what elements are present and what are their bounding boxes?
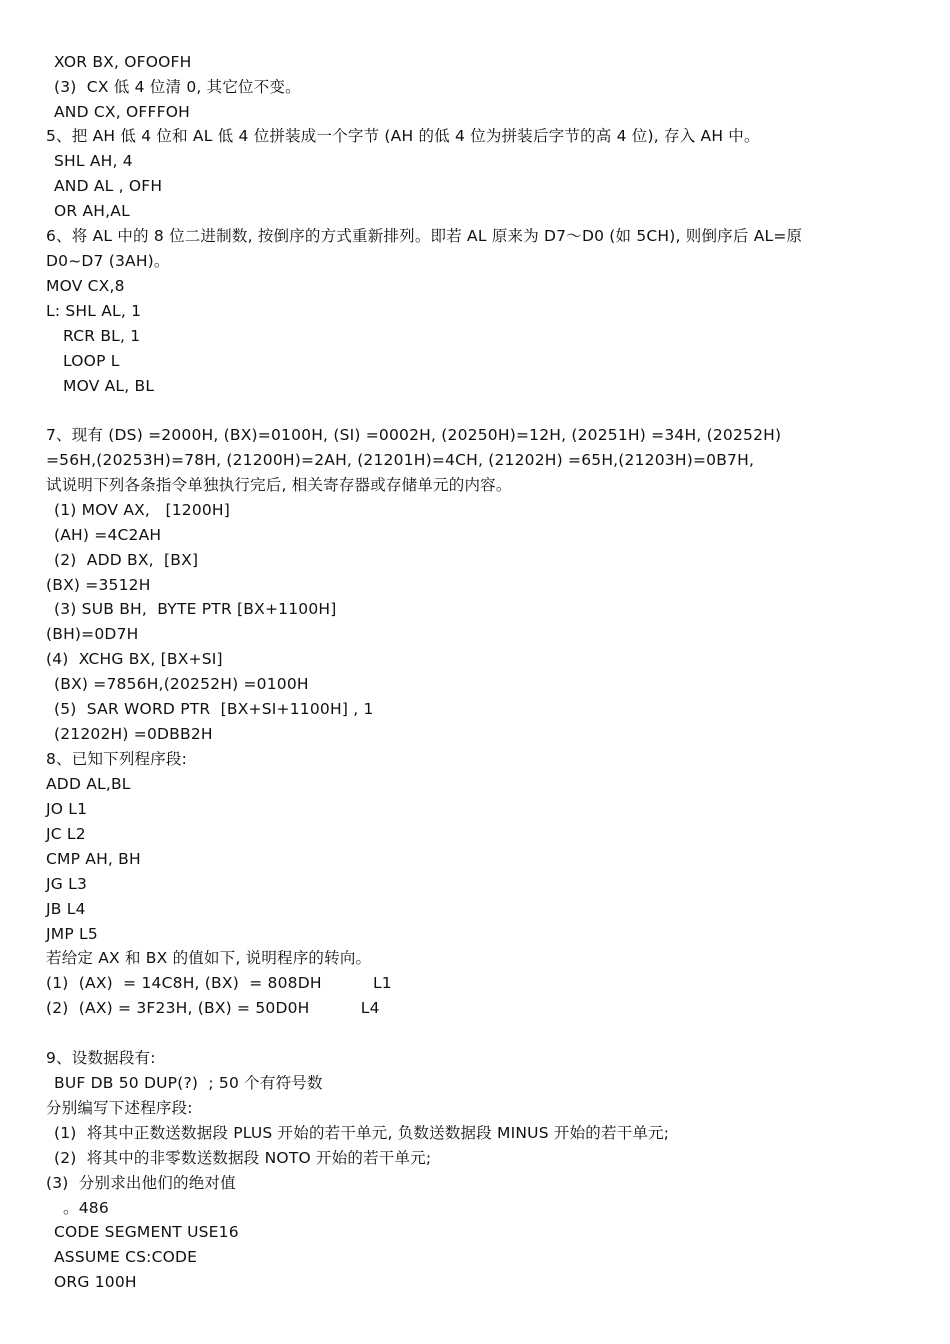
text-line: XOR BX, OFOOFH	[54, 53, 192, 71]
text-line: JB L4	[46, 900, 86, 918]
text-line: BUF DB 50 DUP(?) ; 50 个有符号数	[54, 1074, 323, 1092]
text-line: (21202H) =0DBB2H	[54, 725, 213, 743]
text-line: ORG 100H	[54, 1273, 137, 1291]
text-line: AND AL , OFH	[54, 177, 163, 195]
text-line: 分别编写下述程序段:	[46, 1099, 193, 1117]
text-line: (2) (AX) = 3F23H, (BX) = 50D0H L4	[46, 999, 380, 1017]
text-line: L: SHL AL, 1	[46, 302, 142, 320]
text-line: 8、已知下列程序段:	[46, 750, 188, 768]
text-line: (AH) =4C2AH	[54, 526, 162, 544]
text-line: (1) (AX) = 14C8H, (BX) = 808DH L1	[46, 974, 392, 992]
text-line: D0~D7 (3AH)。	[46, 252, 170, 270]
text-line: CODE SEGMENT USE16	[54, 1223, 239, 1241]
text-line: RCR BL, 1	[63, 327, 141, 345]
text-line: 7、现有 (DS) =2000H, (BX)=0100H, (SI) =0002H, (20250H)=12H, (20251H) =34H, (20252H)	[46, 426, 782, 444]
text-line: (1) MOV AX, [1200H]	[54, 501, 231, 519]
text-line: (2) ADD BX, [BX]	[54, 551, 199, 569]
text-line: (3) SUB BH, BYTE PTR [BX+1100H]	[54, 600, 337, 618]
text-line: (3) CX 低 4 位清 0, 其它位不变。	[54, 78, 301, 96]
text-line: JC L2	[46, 825, 86, 843]
text-line: (1) 将其中正数送数据段 PLUS 开始的若干单元, 负数送数据段 MINUS 开始的若干单元;	[54, 1124, 670, 1142]
text-line: ASSUME CS:CODE	[54, 1248, 198, 1266]
text-line: (BX) =3512H	[46, 576, 151, 594]
text-line: JO L1	[46, 800, 88, 818]
text-line: MOV CX,8	[46, 277, 125, 295]
text-line: OR AH,AL	[54, 202, 130, 220]
text-line: =56H,(20253H)=78H, (21200H)=2AH, (21201H)=4CH, (21202H) =65H,(21203H)=0B7H,	[46, 451, 755, 469]
text-line: 6、将 AL 中的 8 位二进制数, 按倒序的方式重新排列。即若 AL 原来为 D7～D0 (如 5CH), 则倒序后 AL=原	[46, 227, 803, 245]
text-line: JMP L5	[46, 925, 98, 943]
text-line: (BX) =7856H,(20252H) =0100H	[54, 675, 309, 693]
text-line: (2) 将其中的非零数送数据段 NOTO 开始的若干单元;	[54, 1149, 432, 1167]
text-line: JG L3	[46, 875, 88, 893]
text-line: MOV AL, BL	[63, 377, 155, 395]
text-line: 若给定 AX 和 BX 的值如下, 说明程序的转向。	[46, 949, 372, 967]
text-line: (3) 分别求出他们的绝对值	[46, 1174, 236, 1192]
text-line: 9、设数据段有:	[46, 1049, 156, 1067]
text-line: AND CX, OFFFOH	[54, 103, 190, 121]
text-line: (4) XCHG BX, [BX+SI]	[46, 650, 223, 668]
text-line: 试说明下列各条指令单独执行完后, 相关寄存器或存储单元的内容。	[46, 476, 512, 494]
text-line: 。486	[63, 1199, 109, 1217]
text-line: SHL AH, 4	[54, 152, 133, 170]
text-line: (BH)=0D7H	[46, 625, 139, 643]
text-line: ADD AL,BL	[46, 775, 131, 793]
text-line: (5) SAR WORD PTR [BX+SI+1100H] , 1	[54, 700, 374, 718]
text-line: LOOP L	[63, 352, 120, 370]
text-line: 5、把 AH 低 4 位和 AL 低 4 位拼装成一个字节 (AH 的低 4 位为拼装后字节的高 4 位), 存入 AH 中。	[46, 127, 760, 145]
text-line: CMP AH, BH	[46, 850, 141, 868]
